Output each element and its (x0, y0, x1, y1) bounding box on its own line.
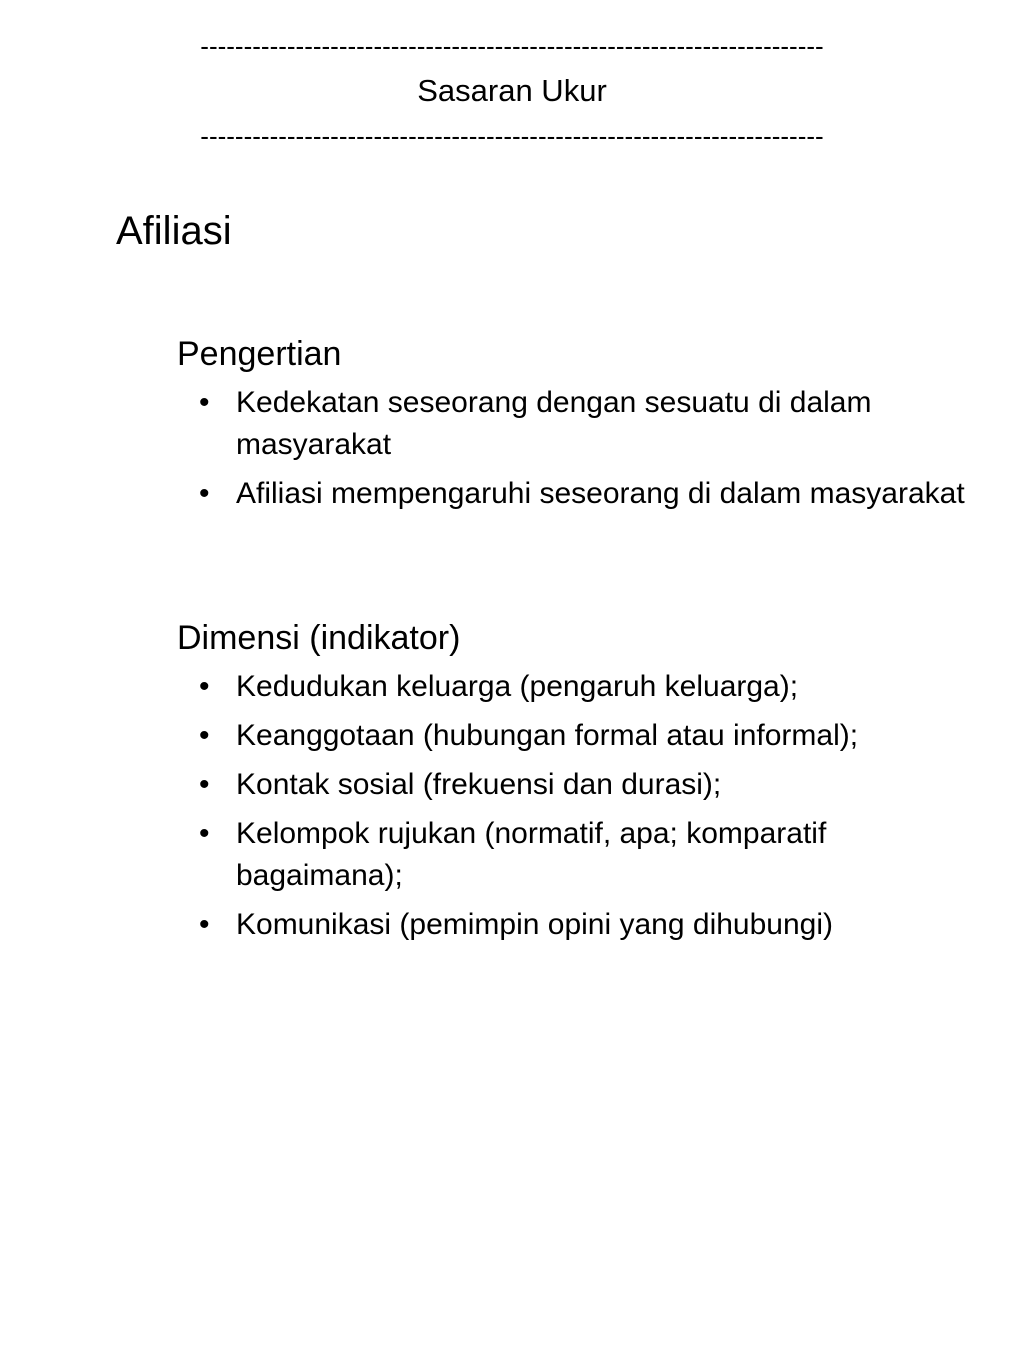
bullet-list (177, 382, 996, 515)
list-item-text: Kedekatan seseorang dengan sesuatu di dalam masyarakat (236, 386, 872, 461)
bullet-list (177, 666, 996, 946)
bullet-icon: • (199, 908, 210, 941)
list-item-text: Keanggotaan (hubungan formal atau informal); (236, 719, 859, 752)
section-dimensi (177, 612, 996, 953)
list-item (177, 813, 996, 897)
bullet-icon: • (199, 386, 210, 419)
list-item (177, 382, 996, 466)
list-item (177, 473, 996, 515)
section-pengertian (177, 328, 996, 522)
list-item-text: Komunikasi (pemimpin opini yang dihubungi) (236, 908, 833, 941)
bullet-icon: • (199, 719, 210, 752)
list-item (177, 904, 996, 946)
header-dash-line-top: ------------------------------------------------------------------------ (200, 31, 824, 61)
header-title: Sasaran Ukur (417, 73, 607, 108)
bullet-icon: • (199, 477, 210, 510)
list-item (177, 764, 996, 806)
section-heading: Pengertian (177, 335, 342, 373)
list-item-text: Kedudukan keluarga (pengaruh keluarga); (236, 670, 799, 703)
list-item (177, 666, 996, 708)
header-dash-line-bottom: ------------------------------------------------------------------------ (200, 121, 824, 151)
page-header (0, 30, 1024, 152)
bullet-icon: • (199, 768, 210, 801)
section-heading: Dimensi (indikator) (177, 619, 461, 657)
list-item-text: Kontak sosial (frekuensi dan durasi); (236, 768, 722, 801)
list-item-text: Afiliasi mempengaruhi seseorang di dalam masyarakat (236, 477, 965, 510)
slide-title: Afiliasi (116, 209, 232, 253)
list-item-text: Kelompok rujukan (normatif, apa; komparatif bagaimana); (236, 817, 827, 892)
bullet-icon: • (199, 817, 210, 850)
list-item (177, 715, 996, 757)
bullet-icon: • (199, 670, 210, 703)
